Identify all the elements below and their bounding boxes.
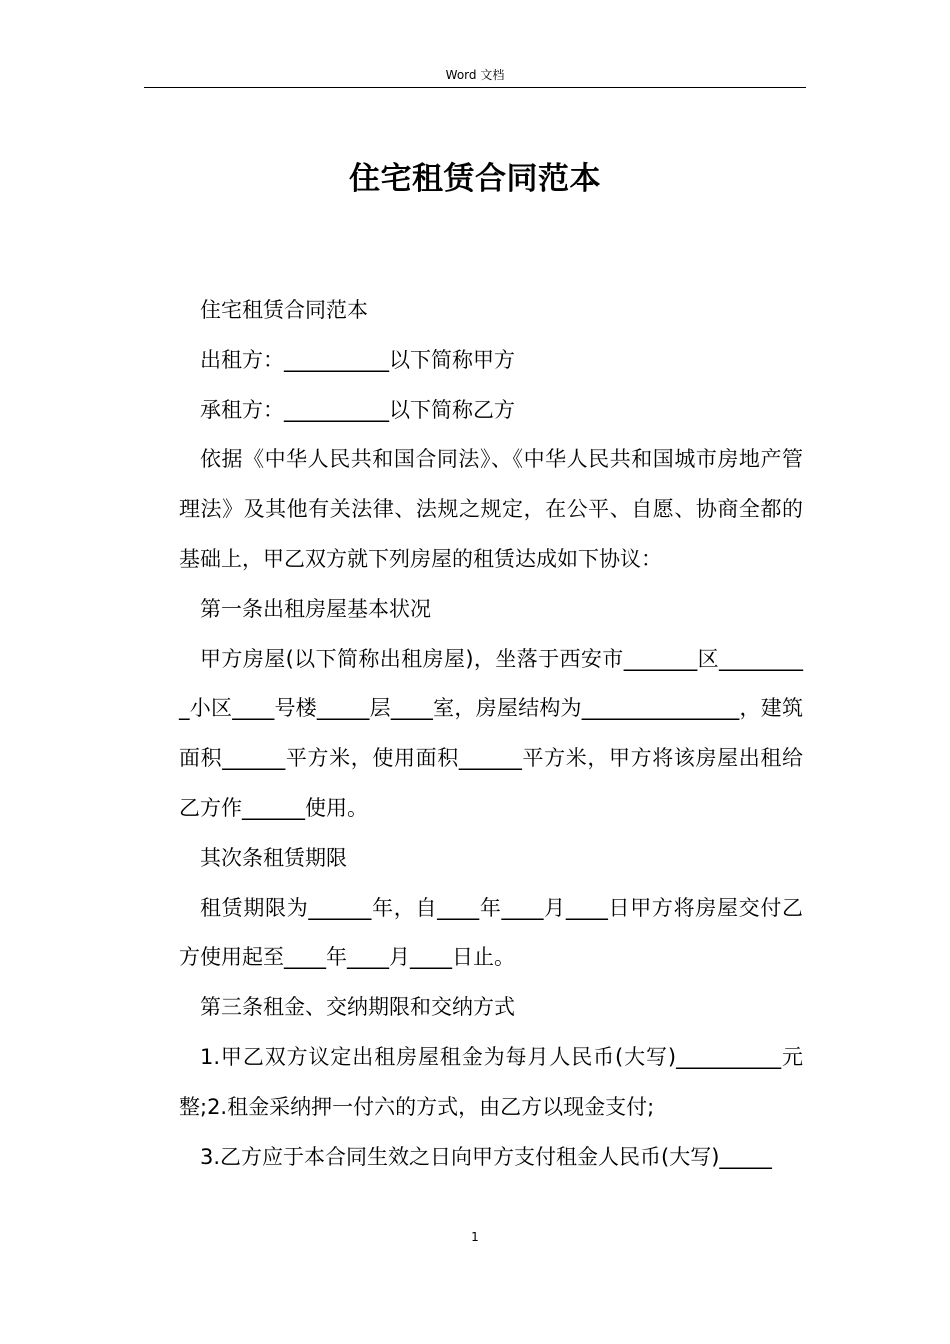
paragraph-article-1-heading: 第一条出租房屋基本状况	[200, 596, 431, 621]
paragraph-lessor: 出租方：__________以下简称甲方	[200, 347, 515, 372]
document-body	[179, 286, 803, 1182]
paragraph-article-2-body: 租赁期限为______年，自____年____月____日甲方将房屋交付乙方使用起至____年____月____日止。	[179, 895, 803, 970]
paragraph-lessee: 承租方：__________以下简称乙方	[200, 397, 515, 422]
paragraph-article-3-heading: 第三条租金、交纳期限和交纳方式	[200, 995, 515, 1020]
paragraph-article-3-item-3: 3.乙方应于本合同生效之日向甲方支付租金人民币(大写)_____	[200, 1144, 772, 1169]
document-title: 住宅租赁合同范本	[349, 161, 601, 197]
paragraph-preamble: 依据《中华人民共和国合同法》、《中华人民共和国城市房地产管理法》及其他有关法律、法规之规定，在公平、自愿、协商全都的基础上，甲乙双方就下列房屋的租赁达成如下协议：	[179, 447, 803, 571]
paragraph-article-1-body: 甲方房屋(以下简称出租房屋)，坐落于西安市_______区_________小区____号楼_____层____室，房屋结构为_______________，建筑面积______平方米，使用面积______平方米，甲方将该房屋出租给乙方作______使用。	[179, 646, 803, 820]
paragraph-subtitle: 住宅租赁合同范本	[200, 298, 368, 322]
paragraph-article-2-heading: 其次条租赁期限	[200, 845, 347, 870]
page-number: 1	[471, 1230, 479, 1244]
paragraph-article-3-item-1-2: 1.甲乙双方议定出租房屋租金为每月人民币(大写)__________元整;2.租金采纳押一付六的方式，由乙方以现金支付;	[179, 1044, 803, 1119]
header-divider	[144, 87, 806, 88]
page-header: Word 文档	[445, 68, 505, 82]
